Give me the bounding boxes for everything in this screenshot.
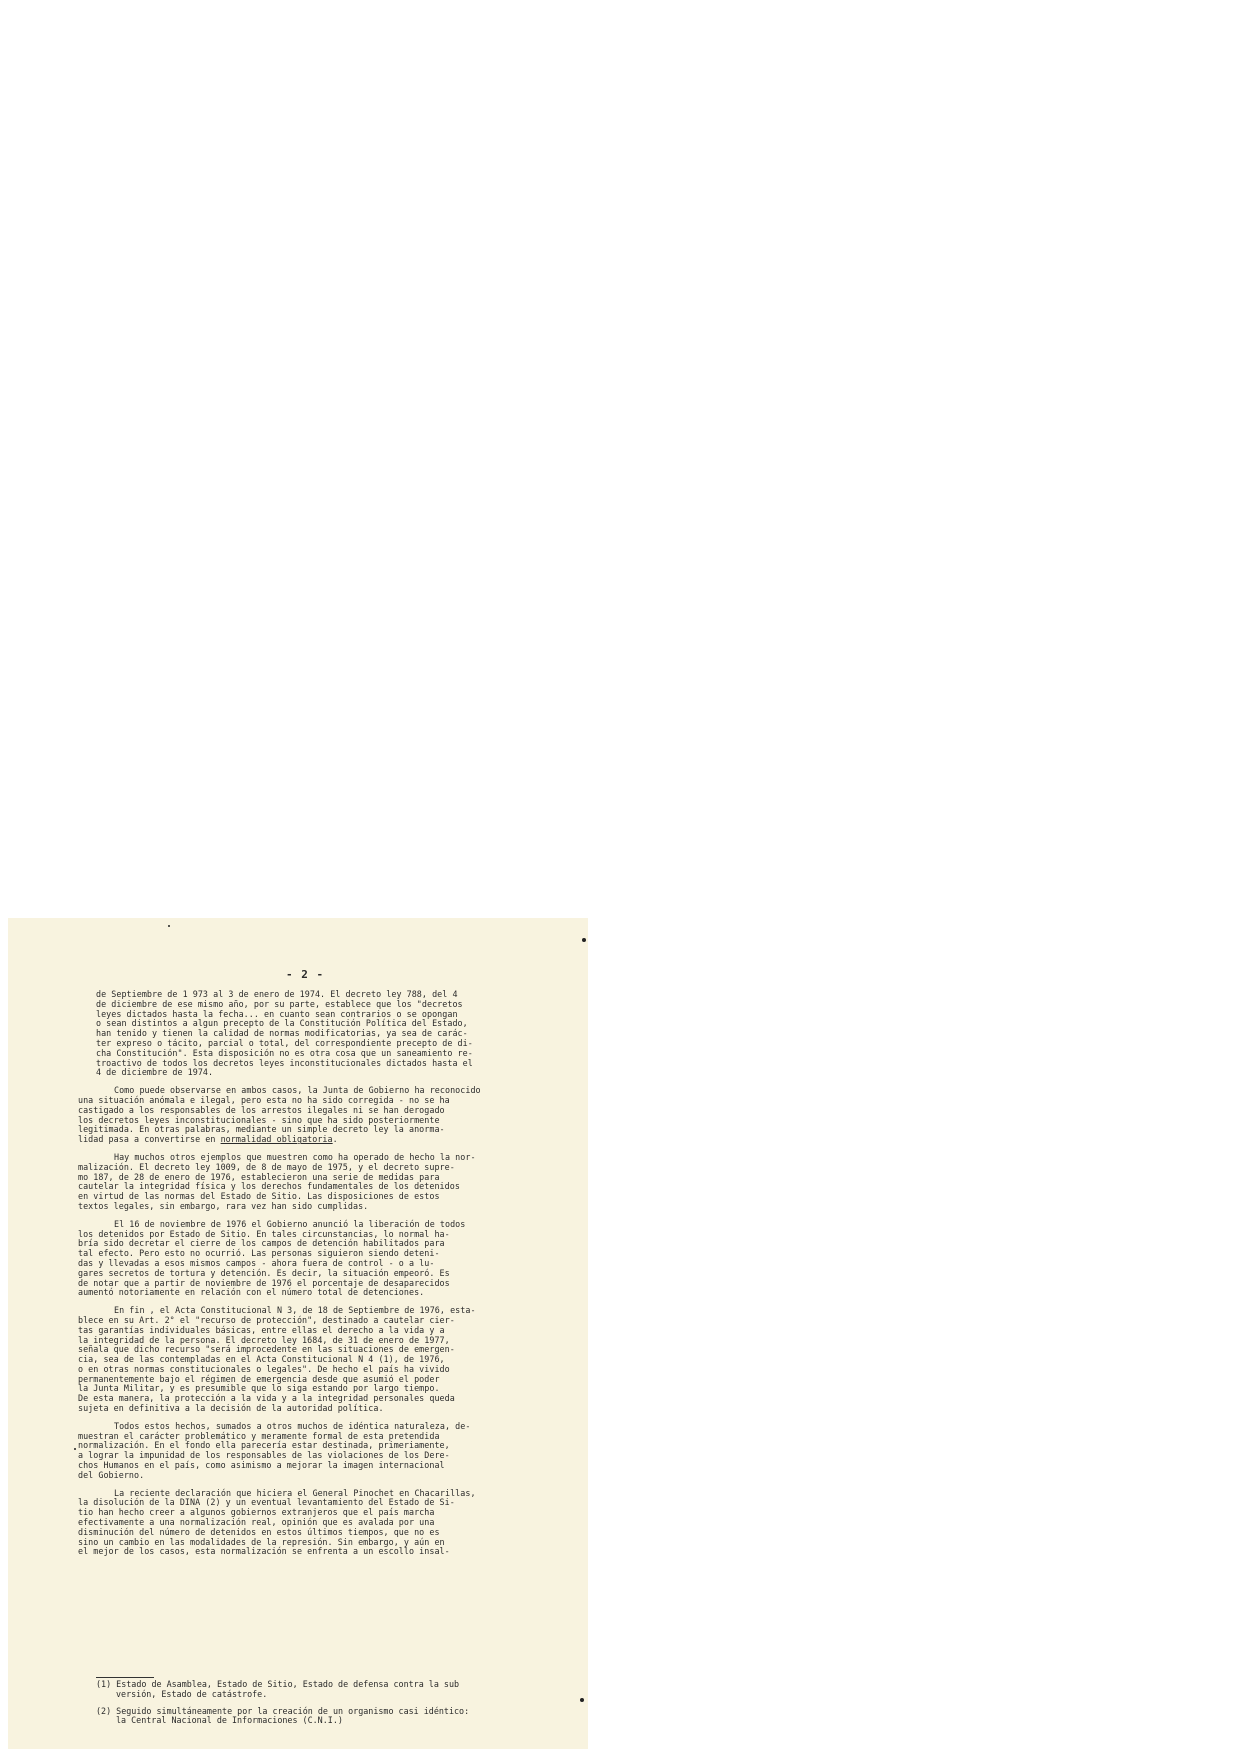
footnote-line: versión, Estado de catástrofe.: [116, 1688, 268, 1699]
footnote-line: (1) Estado de Asamblea, Estado de Sitio, Estado de defensa contra la sub: [96, 1679, 460, 1689]
text-line: aumentó notoriamente en relación con el número total de detenciones.: [78, 1287, 425, 1298]
text-line: de notar que a partir de noviembre de 1976 el porcentaje de desaparecidos: [78, 1277, 450, 1288]
text-line: una situación anómala e ilegal, pero esta no ha sido corregida - no se ha: [78, 1094, 450, 1105]
footnote-rule: [96, 1677, 154, 1678]
text-line: tas garantías individuales básicas, entre ellas el derecho a la vida y a: [78, 1324, 445, 1335]
text-line: permanentemente bajo el régimen de emergencia desde que asumió el poder: [78, 1373, 440, 1384]
text-line: los decretos leyes inconstitucionales - sino que ha sido posteriormente: [78, 1114, 440, 1125]
footnote: [96, 1680, 566, 1700]
text-line: normalización. En el fondo ella parecería estar destinada, primeriamente,: [78, 1440, 450, 1451]
punctuation: .: [332, 1134, 338, 1145]
text-line: disminución del número de detenidos en estos últimos tiempos, que no es: [78, 1526, 440, 1537]
document-body: [78, 989, 566, 1565]
text-line: de Septiembre de 1 973 al 3 de enero de 1974. El decreto ley 788, del 4: [96, 989, 458, 999]
text-line: de diciembre de ese mismo año, por su parte, establece que los "decretos: [96, 998, 463, 1009]
text-line: cha Constitución". Esta disposición no es otra cosa que un saneamiento re-: [96, 1047, 473, 1058]
text-line: a lograr la impunidad de los responsables de las violaciones de los Dere-: [78, 1450, 450, 1461]
text-line: sujeta en definitiva a la decisión de la autoridad política.: [78, 1403, 384, 1414]
text-line: troactivo de todos los decretos leyes inconstitucionales dictados hasta el: [96, 1057, 473, 1068]
text-line: cia, sea de las contempladas en el Acta Constitucional N 4 (1), de 1976,: [78, 1354, 445, 1365]
text-line: del Gobierno.: [78, 1469, 145, 1480]
text-line: Como puede observarse en ambos casos, la Junta de Gobierno ha reconocido: [114, 1085, 481, 1096]
text-line: castigado a los responsables de los arrestos ilegales ni se han derogado: [78, 1104, 445, 1115]
text-line: Hay muchos otros ejemplos que muestren como ha operado de hecho la nor-: [114, 1151, 476, 1162]
text-line: cautelar la integridad física y los derechos fundamentales de los detenidos: [78, 1181, 460, 1192]
text-line: o en otras normas constitucionales o legales". De hecho el país ha vivido: [78, 1363, 450, 1374]
text-line: tal efecto. Pero esto no ocurrió. Las personas siguieron siendo deteni-: [78, 1248, 440, 1259]
text-line: mo 187, de 28 de enero de 1976, establecieron una serie de medidas para: [78, 1171, 440, 1182]
paragraph: [78, 1305, 566, 1414]
text-line: Todos estos hechos, sumados a otros muchos de idéntica naturaleza, de-: [114, 1420, 471, 1431]
ink-speck: [74, 1448, 76, 1450]
text-line: blece en su Art. 2° el "recurso de protección", destinado a cautelar cier-: [78, 1314, 455, 1325]
paragraph: [78, 1151, 566, 1212]
text-line: sino un cambio en las modalidades de la represión. Sin embargo, y aún en: [78, 1536, 445, 1547]
paragraph: [78, 1420, 566, 1481]
paragraph: [78, 1218, 566, 1298]
ink-speck: [580, 1698, 584, 1702]
underlined-phrase: normalidad obligatoria: [220, 1134, 333, 1145]
text-line: malización. El decreto ley 1009, de 8 de mayo de 1975, y el decreto supre-: [78, 1161, 455, 1172]
page-number: - 2 -: [286, 968, 325, 981]
text-line: en virtud de las normas del Estado de Sitio. Las disposiciones de estos: [78, 1191, 440, 1202]
text-line: lidad pasa a convertirse en normalidad obligatoria.: [78, 1134, 338, 1145]
text-line: muestran el carácter problemático y meramente formal de esta pretendida: [78, 1430, 440, 1441]
ink-speck: [582, 938, 586, 942]
text-line: legitimada. En otras palabras, mediante un simple decreto ley la anorma-: [78, 1124, 445, 1135]
text-line: En fin , el Acta Constitucional N 3, de 18 de Septiembre de 1976, esta-: [114, 1305, 476, 1316]
paragraph: [78, 1085, 566, 1145]
text-line: o sean distintos a algun precepto de la Constitución Política del Estado,: [96, 1018, 468, 1029]
text-line: tio han hecho creer a algunos gobiernos extranjeros que el país marcha: [78, 1507, 435, 1518]
text-line: el mejor de los casos, esta normalización se enfrenta a un escollo insal-: [78, 1546, 450, 1557]
footnotes: [96, 1680, 566, 1733]
text-line: señala que dicho recurso "será improcedente en las situaciones de emergen-: [78, 1344, 455, 1355]
footnote-line: la Central Nacional de Informaciones (C.N.I.): [116, 1715, 343, 1726]
footnote-line: (2) Seguido simultáneamente por la creación de un organismo casi idéntico:: [96, 1705, 470, 1716]
text-line: gares secretos de tortura y detención. Es decir, la situación empeoró. Es: [78, 1267, 450, 1278]
paragraph: [96, 990, 566, 1078]
text-line: das y llevadas a esos mismos campos - ahora fuera de control - o a lu-: [78, 1257, 435, 1268]
text-line: ter expreso o tácito, parcial o total, del correspondiente precepto de di-: [96, 1037, 473, 1048]
text-line: chos Humanos en el país, como asimismo a mejorar la imagen internacional: [78, 1460, 445, 1471]
text-line: El 16 de noviembre de 1976 el Gobierno anunció la liberación de todos: [114, 1218, 466, 1229]
footnote: [96, 1707, 566, 1727]
text-line: la Junta Militar, y es presumible que lo siga estando por largo tiempo.: [78, 1383, 440, 1394]
text-line: leyes dictados hasta la fecha... en cuanto sean contrarios o se opongan: [96, 1008, 458, 1019]
ink-speck: [168, 925, 170, 927]
text-line: han tenido y tienen la calidad de normas modificatorias, ya sea de carác-: [96, 1028, 468, 1039]
paragraph: [78, 1487, 566, 1558]
text-line: la integridad de la persona. El decreto ley 1684, de 31 de enero de 1977,: [78, 1334, 450, 1345]
text-line: 4 de diciembre de 1974.: [96, 1067, 214, 1078]
scanned-page: [8, 918, 588, 1749]
text-line: efectivamente a una normalización real, opinión que es avalada por una: [78, 1517, 435, 1528]
text-line: bría sido decretar el cierre de los campos de detención habilitados para: [78, 1238, 445, 1249]
text-line: la disolución de la DINA (2) y un eventual levantamiento del Estado de Si-: [78, 1497, 455, 1508]
text-line: los detenidos por Estado de Sitio. En tales circunstancias, lo normal ha-: [78, 1228, 450, 1239]
text-line: De esta manera, la protección a la vida y a la integridad personales queda: [78, 1393, 455, 1404]
text-line: textos legales, sin embargo, rara vez han sido cumplidas.: [78, 1200, 369, 1211]
text-line: La reciente declaración que hiciera el General Pinochet en Chacarillas,: [114, 1487, 476, 1498]
